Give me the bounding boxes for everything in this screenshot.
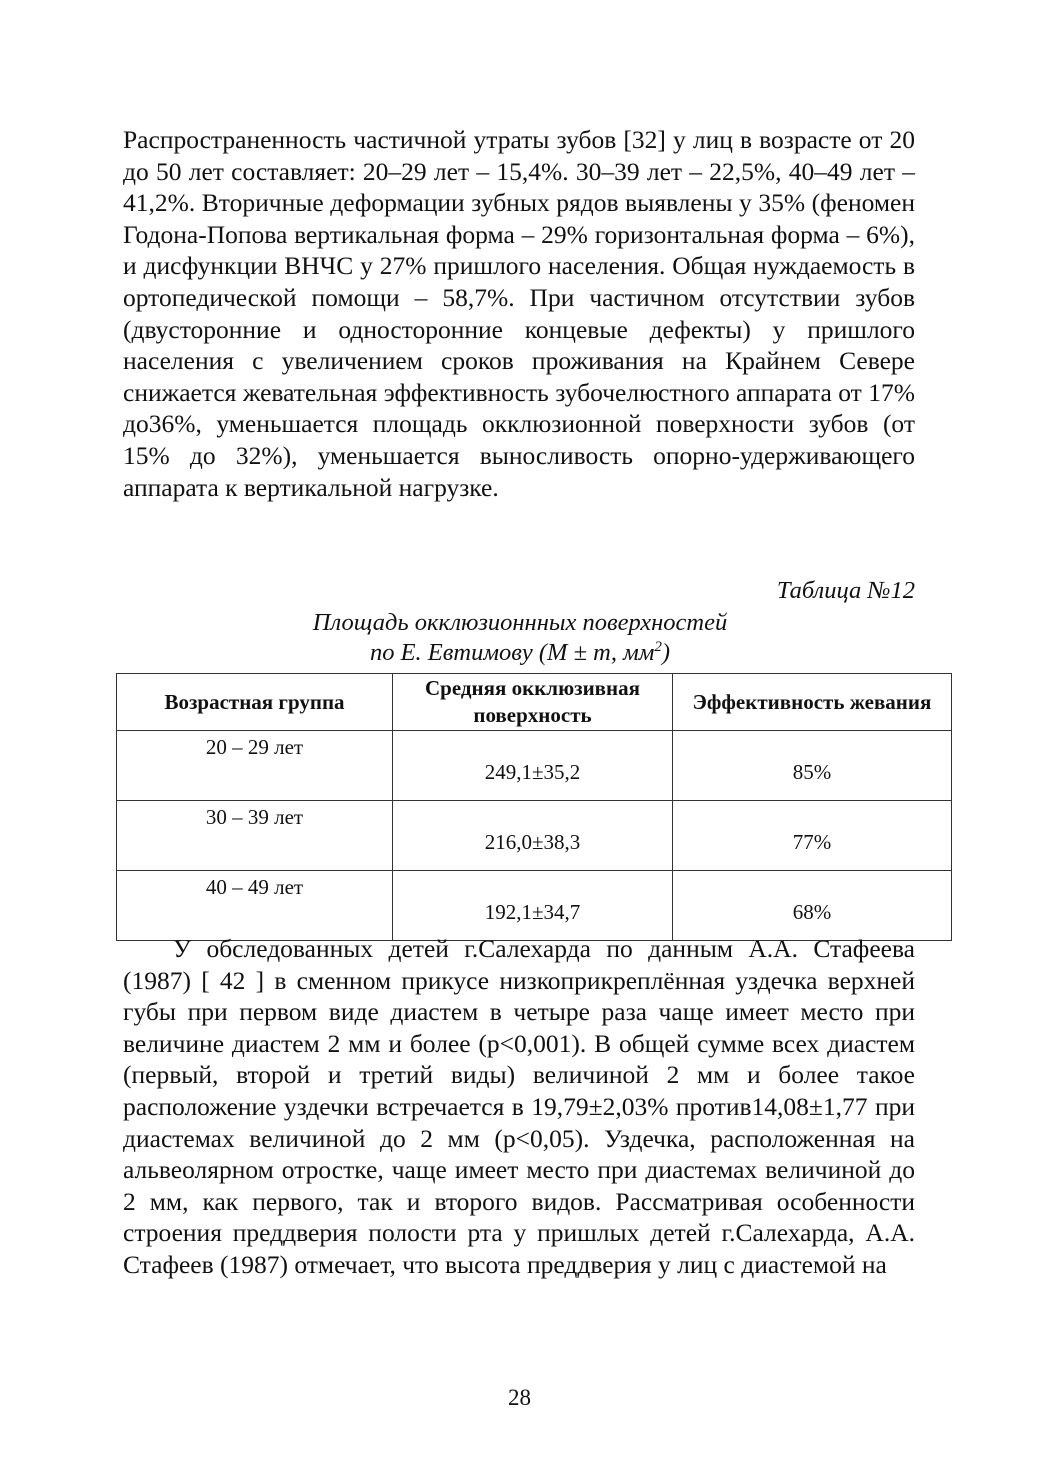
paragraph-intro: Распространенность частичной утраты зубов [32] у лиц в возрасте от 20 до 50 лет составляет: 20–29 лет – 15,4%. 30–39 лет – 22,5%, 40–49 лет – 41,2%. Вторичные деформации зубных рядов выявлены у 35% (феномен Годона-Попова вертикальная форма – 29% горизонтальная форма – 6%), и дисфункции ВНЧС у 27% пришлого населения. Общая нуждаемость в ортопедической помощи – 58,7%. При частичном отсутствии зубов (двусторонние и односторонние концевые дефекты) у пришлого населения с увеличением сроков проживания на Крайнем Севере снижается жевательная эффективность зубочелюстного аппарата от 17% до36%, уменьшается площадь окклюзионной поверхности зубов (от 15% до 32%), уменьшается выносливость опорно-удерживающего аппарата к вертикальной нагрузке.	[123, 125, 915, 502]
cell-age: 20 – 29 лет	[117, 731, 393, 801]
cell-surface: 216,0±38,3	[393, 801, 673, 871]
paragraph-salekhard: У обследованных детей г.Салехарда по данным А.А. Стафеева (1987) [ 42 ] в сменном прикусе низкоприкреплённая уздечка верхней губы при первом виде диастем в четыре раза чаще имеет место при величине диастем 2 мм и более (p<0,001). В общей сумме всех диастем (первый, второй и третий виды) величиной 2 мм и более такое расположение уздечки встречается в 19,79±2,03% против14,08±1,77 при диастемах величиной до 2 мм (p<0,05). Уздечка, расположенная на альвеолярном отростке, чаще имеет место при диастемах величиной до 2 мм, как первого, так и второго видов. Рассматривая особенности строения преддверия полости рта у пришлых детей г.Салехарда, А.А. Стафеев (1987) отмечает, что высота преддверия у лиц с диастемой на	[123, 934, 915, 1279]
header-chewing-efficiency: Эффективность жевания	[673, 674, 952, 731]
occlusion-table	[116, 673, 952, 941]
cell-age: 40 – 49 лет	[117, 871, 393, 941]
table-number: Таблица №12	[776, 577, 915, 604]
table-row	[117, 731, 952, 801]
cell-surface: 249,1±35,2	[393, 731, 673, 801]
table-title-line2: по Е. Евтимову (М ± m, мм	[369, 639, 655, 666]
table-header-row	[117, 674, 952, 731]
table-row	[117, 871, 952, 941]
table-title-line1: Площадь окклюзионнных поверхностей	[312, 609, 728, 636]
cell-surface: 192,1±34,7	[393, 871, 673, 941]
header-occlusive-surface: Средняя окклюзивная поверхность	[393, 674, 673, 731]
cell-age: 30 – 39 лет	[117, 801, 393, 871]
table-title-superscript: 2	[654, 638, 662, 655]
table-title-close-paren: )	[661, 639, 671, 666]
cell-efficiency: 85%	[673, 731, 952, 801]
page-number: 28	[508, 1385, 531, 1410]
header-age-group: Возрастная группа	[117, 674, 393, 731]
cell-efficiency: 77%	[673, 801, 952, 871]
table-title	[116, 608, 924, 668]
table-row	[117, 801, 952, 871]
cell-efficiency: 68%	[673, 871, 952, 941]
